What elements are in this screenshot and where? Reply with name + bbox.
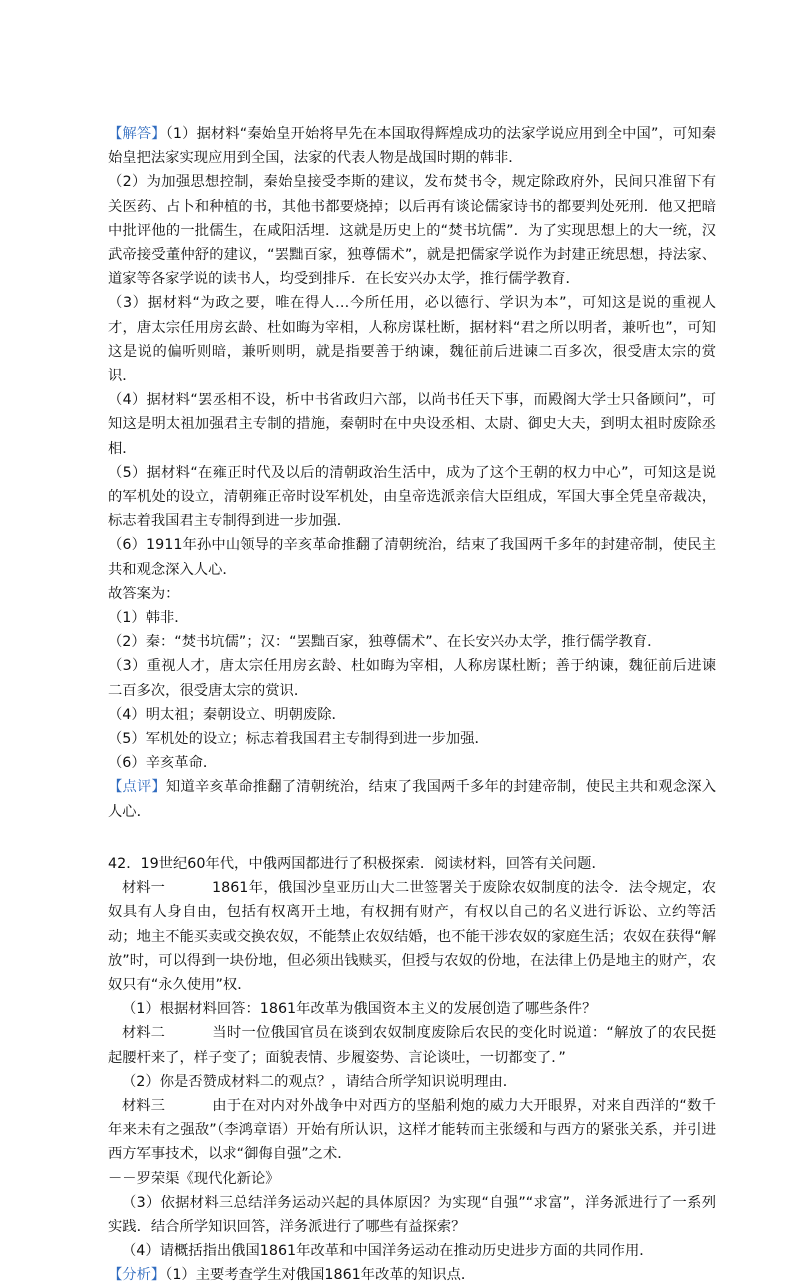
material-3: 材料三 由于在对内对外战争中对西方的坚船利炮的威力大开眼界，对来自西洋的“数千年来未有之强敌”（李鸿章语）开始有所认识，这样才能转而主张缓和与西方的紧张关系，并引进西方军事技术，以求“御侮自强”之术． (108, 1094, 716, 1167)
analysis-tag: 【分析】 (108, 1267, 166, 1284)
question-42-4: （4）请概括指出俄国1861年改革和中国洋务运动在推动历史进步方面的共同作用． (122, 1243, 654, 1260)
section-gap (108, 824, 716, 852)
material-3-label: 材料三 (122, 1097, 165, 1114)
question-42-2: （2）你是否赞成材料二的观点？，请结合所学知识说明理由． (122, 1073, 518, 1090)
answer-paragraph-4: （4）据材料“罢丞相不设，析中书省政归六部，以尚书任天下事，而殿阁大学士只备顾问”，可知这是明太祖加强君主专制的措施，秦朝时在中央设丞相、太尉、御史大夫，到明太祖时废除丞相． (108, 392, 716, 457)
comment-paragraph: 【点评】知道辛亥革命推翻了清朝统治，结束了我国两千多年的封建帝制，使民主共和观念深入人心． (108, 779, 716, 820)
document-page (108, 122, 716, 1288)
result-1: （1）韩非． (108, 610, 189, 627)
material-1: 材料一 1861年，俄国沙皇亚历山大二世签署关于废除农奴制度的法令．法令规定，农奴具有人身自由，包括有权离开土地，有权拥有财产，有权以自己的名义进行诉讼、立约等活动；地主不能买卖或交换农奴，不能禁止农奴结婚，也不能干涉农奴的家庭生活；农奴在获得“解放”时，可以得到一块份地，但必须出钱赎买，但授与农奴的份地，在法律上仍是地主的财产，农奴只有“永久使用”权． (108, 876, 716, 997)
answer-paragraph-2: （2）为加强思想控制，秦始皇接受李斯的建议，发布焚书令，规定除政府外，民间只准留下有关医药、占卜和种植的书，其他书都要烧掉；以后再有谈论儒家诗书的都要判处死刑．他又把暗中批评他的一批儒生，在咸阳活埋．这就是历史上的“焚书坑儒”．为了实现思想上的大一统，汉武帝接受董仲舒的建议，“罢黜百家，独尊儒术”，就是把儒家学说作为封建正统思想，持法家、道家等各家学说的读书人，均受到排斥．在长安兴办太学，推行儒学教育． (108, 174, 716, 288)
material-2: 材料二 当时一位俄国官员在谈到农奴制度废除后农民的变化时说道：“解放了的农民挺起腰杆来了，样子变了；面貌表情、步履姿势、言论谈吐，一切都变了．” (108, 1021, 716, 1069)
result-4: （4）明太祖；秦朝设立、明朝废除． (108, 706, 346, 723)
material-2-label: 材料二 (122, 1025, 165, 1042)
material-1-label: 材料一 (122, 880, 165, 897)
result-6: （6）辛亥革命． (108, 755, 218, 772)
result-2: （2）秦：“焚书坑儒”；汉：“罢黜百家，独尊儒术”、在长安兴办太学，推行儒学教育． (108, 634, 662, 651)
question-42-3: （3）依据材料三总结洋务运动兴起的具体原因？为实现“自强”“求富”，洋务派进行了一系列实践．结合所学知识回答，洋务派进行了哪些有益探索？ (108, 1194, 716, 1235)
answer-paragraph-5: （5）据材料“在雍正时代及以后的清朝政治生活中，成为了这个王朝的权力中心”，可知这是说的军机处的设立，清朝雍正帝时设军机处，由皇帝选派亲信大臣组成，军国大事全凭皇帝裁决，标志着我国君主专制得到进一步加强． (108, 464, 716, 530)
result-3: （3）重视人才，唐太宗任用房玄龄、杜如晦为宰相，人称房谋杜断；善于纳谏，魏征前后进谏二百多次，很受唐太宗的赏识． (108, 658, 716, 699)
answer-tag: 【解答】 (108, 126, 166, 142)
answer-paragraph-3: （3）据材料“为政之要，唯在得人…今所任用，必以德行、学识为本”，可知这是说的重视人才，唐太宗任用房玄龄、杜如晦为宰相，人称房谋杜断，据材料“君之所以明者，兼听也”，可知这是说的偏听则暗，兼听则明，就是指要善于纳谏，魏征前后进谏二百多次，很受唐太宗的赏识． (108, 295, 716, 385)
question-42-stem: 42．19世纪60年代，中俄两国都进行了积极探索．阅读材料，回答有关问题． (108, 855, 606, 872)
question-42-1: （1）根据材料回答：1861年改革为俄国资本主义的发展创造了哪些条件？ (122, 1001, 597, 1018)
material-3-source: －－罗荣渠《现代化新论》 (108, 1170, 280, 1187)
analysis-paragraph: 【分析】（1）主要考查学生对俄国1861年改革的知识点． (108, 1267, 476, 1284)
result-title: 故答案为： (108, 585, 180, 602)
answer-paragraph-6: （6）1911年孙中山领导的辛亥革命推翻了清朝统治，结束了我国两千多年的封建帝制，使民主共和观念深入人心． (108, 537, 716, 578)
comment-tag: 【点评】 (108, 779, 166, 796)
answer-paragraph-1: 【解答】（1）据材料“秦始皇开始将早先在本国取得辉煌成功的法家学说应用到全中国”，可知秦始皇把法家实现应用到全国，法家的代表人物是战国时期的韩非． (108, 126, 717, 167)
result-5: （5）军机处的设立；标志着我国君主专制得到进一步加强． (108, 731, 489, 748)
